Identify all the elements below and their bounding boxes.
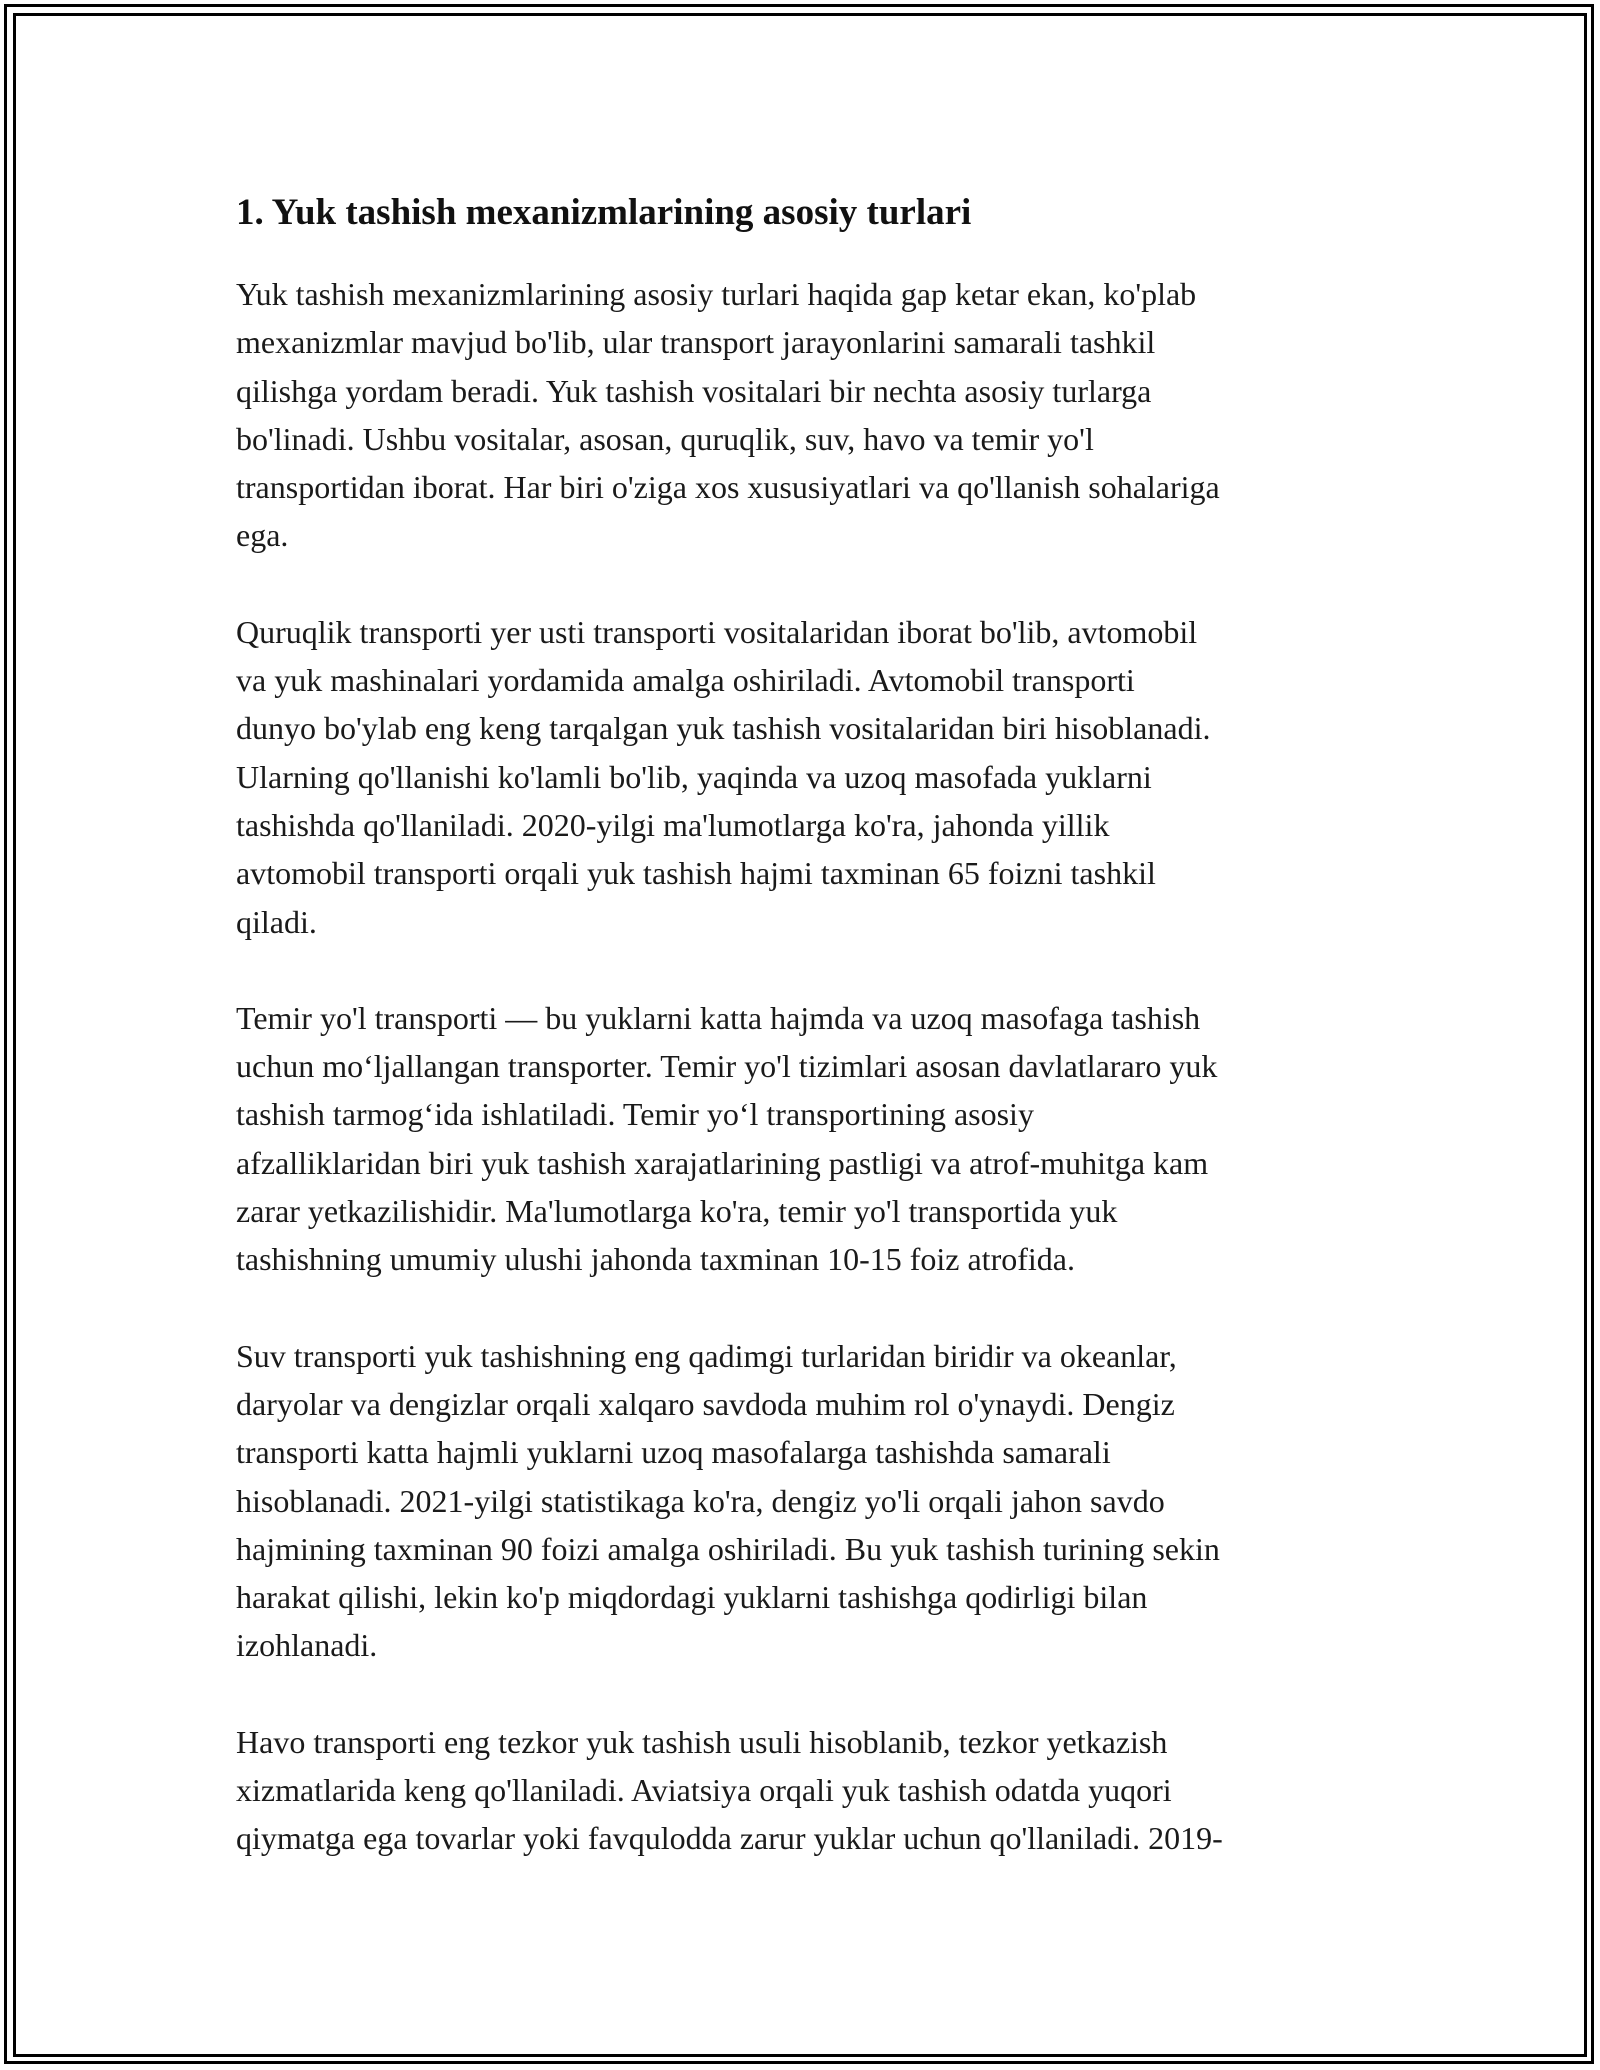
text-line: qiladi. [236, 903, 317, 940]
text-line: afzalliklaridan biri yuk tashish xarajatlarining pastligi va atrof-muhitga kam [236, 1144, 1209, 1181]
text-line: tashishning umumiy ulushi jahonda taxminan 10-15 foiz atrofida. [236, 1241, 1075, 1278]
text-line: transportidan iborat. Har biri o'ziga xos xususiyatlari va qo'llanish sohalariga [236, 469, 1220, 506]
text-line: daryolar va dengizlar orqali xalqaro savdoda muhim rol o'ynaydi. Dengiz [236, 1385, 1175, 1422]
text-line: uchun mo‘ljallangan transporter. Temir yo'l tizimlari asosan davlatlararo yuk [236, 1048, 1218, 1085]
text-line: bo'linadi. Ushbu vositalar, asosan, quruqlik, suv, havo va temir yo'l [236, 420, 1094, 457]
text-line: qilishga yordam beradi. Yuk tashish vositalari bir nechta asosiy turlarga [236, 372, 1152, 409]
paragraph-4 [236, 1332, 1376, 1670]
paragraph-5 [236, 1718, 1376, 1863]
text-line: va yuk mashinalari yordamida amalga oshiriladi. Avtomobil transporti [236, 662, 1135, 699]
text-line: Temir yo'l transporti — bu yuklarni katta hajmda va uzoq masofaga tashish [236, 999, 1201, 1036]
text-line: Ularning qo'llanishi ko'lamli bo'lib, yaqinda va uzoq masofada yuklarni [236, 758, 1152, 795]
text-line: harakat qilishi, lekin ko'p miqdordagi yuklarni tashishga qodirligi bilan [236, 1579, 1148, 1616]
section-heading: 1. Yuk tashish mexanizmlarining asosiy turlari [236, 192, 972, 233]
text-line: Havo transporti eng tezkor yuk tashish usuli hisoblanib, tezkor yetkazish [236, 1723, 1168, 1760]
text-line: Quruqlik transporti yer usti transporti vositalaridan iborat bo'lib, avtomobil [236, 613, 1198, 650]
paragraph-1 [236, 270, 1376, 560]
text-line: zarar yetkazilishidir. Ma'lumotlarga ko'ra, temir yo'l transportida yuk [236, 1193, 1118, 1230]
text-line: transporti katta hajmli yuklarni uzoq masofalarga tashishda samarali [236, 1434, 1111, 1471]
text-line: hisoblanadi. 2021-yilgi statistikaga ko'ra, dengiz yo'li orqali jahon savdo [236, 1482, 1165, 1519]
text-line: ega. [236, 517, 289, 554]
text-line: dunyo bo'ylab eng keng tarqalgan yuk tashish vositalaridan biri hisoblanadi. [236, 710, 1211, 747]
text-line: qiymatga ega tovarlar yoki favqulodda zarur yuklar uchun qo'llaniladi. 2019- [236, 1820, 1223, 1857]
text-line: tashishda qo'llaniladi. 2020-yilgi ma'lumotlarga ko'ra, jahonda yillik [236, 806, 1110, 843]
document-body [236, 186, 1376, 1911]
paragraph-3 [236, 994, 1376, 1284]
text-line: tashish tarmog‘ida ishlatiladi. Temir yo‘l transportining asosiy [236, 1096, 1034, 1133]
text-line: Suv transporti yuk tashishning eng qadimgi turlaridan biridir va okeanlar, [236, 1337, 1177, 1374]
text-line: mexanizmlar mavjud bo'lib, ular transport jarayonlarini samarali tashkil [236, 324, 1156, 361]
text-line: izohlanadi. [236, 1627, 378, 1664]
text-line: Yuk tashish mexanizmlarining asosiy turlari haqida gap ketar ekan, ko'plab [236, 276, 1197, 312]
text-line: xizmatlarida keng qo'llaniladi. Aviatsiya orqali yuk tashish odatda yuqori [236, 1772, 1172, 1809]
paragraph-2 [236, 608, 1376, 946]
text-line: hajmining taxminan 90 foizi amalga oshiriladi. Bu yuk tashish turining sekin [236, 1530, 1220, 1567]
text-line: avtomobil transporti orqali yuk tashish hajmi taxminan 65 foizni tashkil [236, 855, 1156, 892]
